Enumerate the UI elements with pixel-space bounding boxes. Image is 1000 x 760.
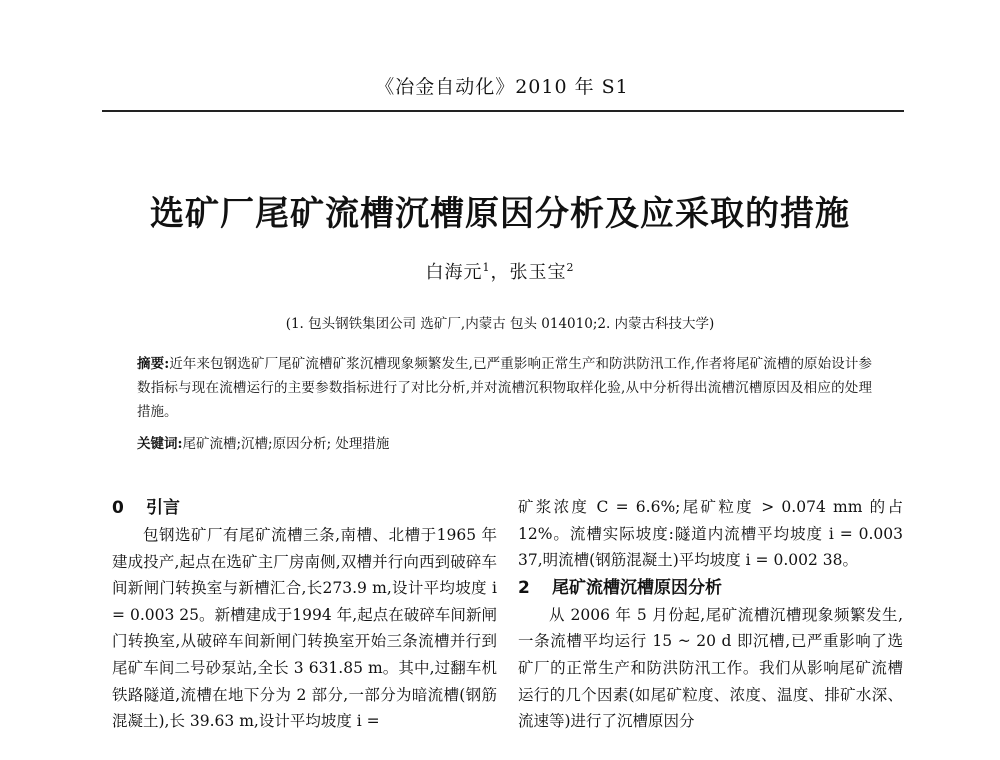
section-number: 2 [518,577,530,598]
paper-title: 选矿厂尾矿流槽沉槽原因分析及应采取的措施 [150,194,850,234]
author-separator: ， [490,262,510,283]
body-paragraph: 从 2006 年 5 月份起,尾矿流槽沉槽现象频繁发生,一条流槽平均运行 15 ~ 20 d 即沉槽,已严重影响了选矿厂的正常生产和防洪防汛工作。我们从影响尾矿流槽运行的几个因素(如尾矿粒度、浓度、温度、排矿水深、流速等)进行了沉槽原因分 [518,605,903,731]
abstract [137,352,872,424]
journal-header: 《冶金自动化》2010 年 S1 [375,76,629,98]
left-column [112,494,497,735]
author-line [0,258,1000,284]
section-heading-introduction [112,494,497,522]
author-name: 张玉宝 [509,262,567,283]
section-title: 尾矿流槽沉槽原因分析 [552,577,722,598]
body-paragraph: 包钢选矿厂有尾矿流槽三条,南槽、北槽于1965 年建成投产,起点在选矿主厂房南侧,双槽并行向西到破碎车间新闸门转换室与新槽汇合,长273.9 m,设计平均坡度 i = 0.003 25。新槽建成于1994 年,起点在破碎车间新闸门转换室,从破碎车间新闸门转换室开始三条流槽并行到尾矿车间二号砂泵站,全长 3 631.85 m。其中,过翻车机铁路隧道,流槽在地下分为 2 部分,一部分为暗流槽(钢筋混凝土),长 39.63 m,设计平均坡度 i = [112,526,497,731]
keywords [137,432,872,456]
author-name: 白海元 [425,262,483,283]
author-affiliation-mark: 1 [482,261,491,274]
keywords-text: 尾矿流槽;沉槽;原因分析; 处理措施 [182,436,390,452]
keywords-label: 关键词: [137,436,183,452]
body-paragraph-continued: 矿浆浓度 C = 6.6%;尾矿粒度 > 0.074 mm 的占12%。流槽实际坡度:隧道内流槽平均坡度 i = 0.003 37,明流槽(钢筋混凝土)平均坡度 i = 0.002 38。 [518,498,903,570]
right-column [518,494,903,735]
affiliation: (1. 包头钢铁集团公司 选矿厂,内蒙古 包头 014010;2. 内蒙古科技大学) [285,316,715,332]
section-number: 0 [112,498,124,518]
section-title: 引言 [146,498,180,518]
header-divider [102,110,904,112]
abstract-label: 摘要: [137,356,170,372]
section-heading-cause-analysis [518,574,903,602]
author-affiliation-mark: 2 [566,261,575,274]
abstract-text: 近年来包钢选矿厂尾矿流槽矿浆沉槽现象频繁发生,已严重影响正常生产和防洪防汛工作,作者将尾矿流槽的原始设计参数指标与现在流槽运行的主要参数指标进行了对比分析,并对流槽沉积物取样化验,从中分析得出流槽沉槽原因及相应的处理措施。 [137,356,872,420]
